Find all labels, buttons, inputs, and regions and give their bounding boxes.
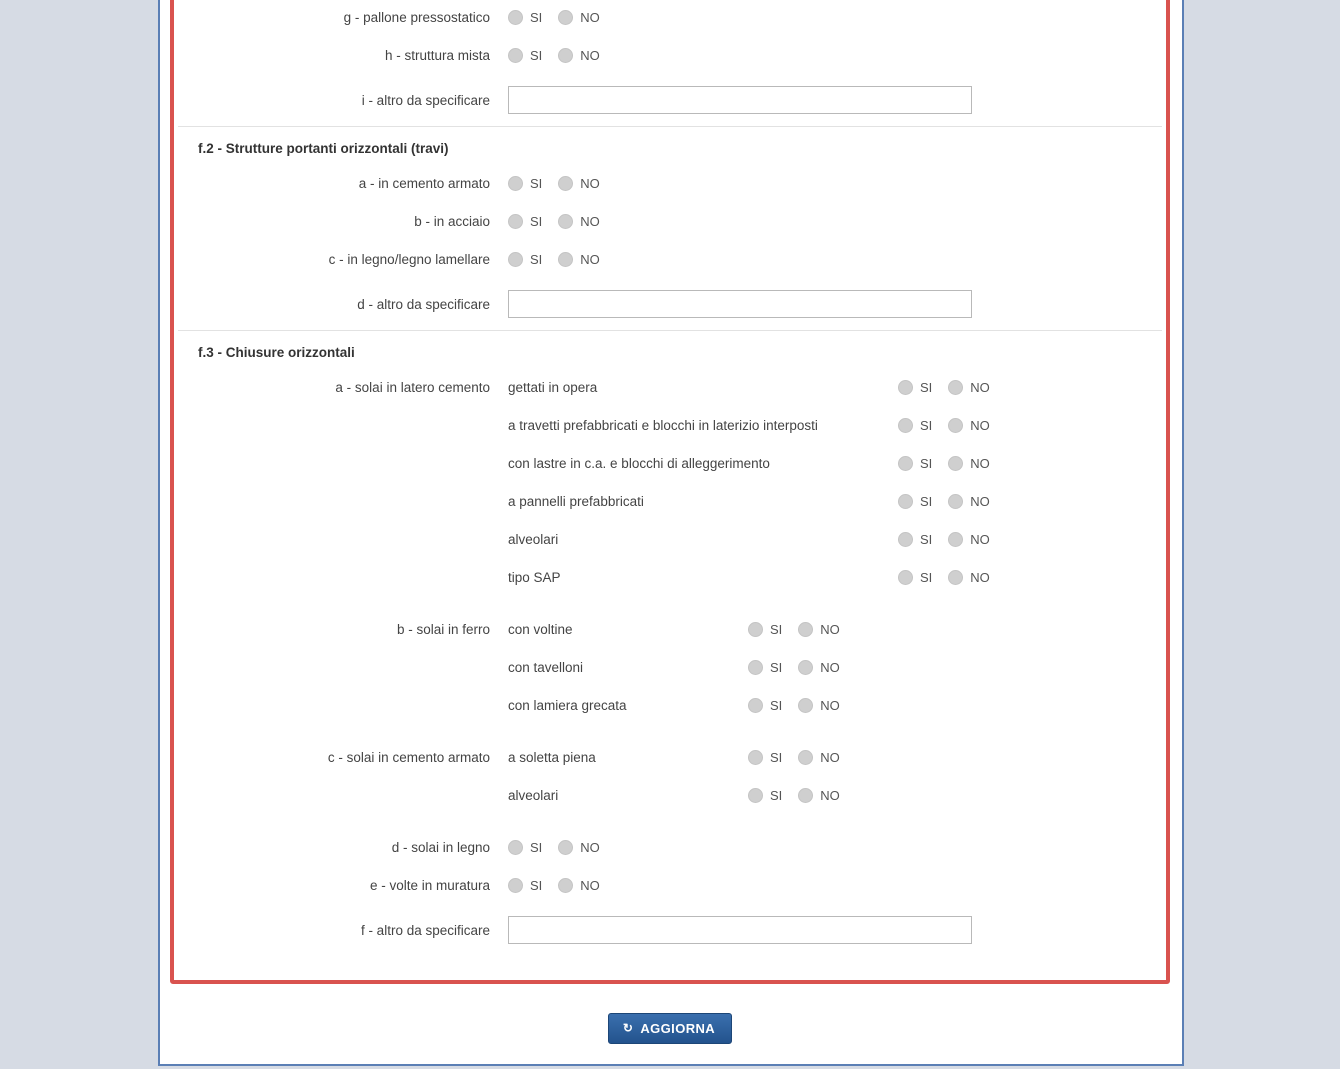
radio-si[interactable] [748, 750, 763, 765]
row-label: d - solai in legno [391, 839, 490, 855]
radio-no[interactable] [798, 660, 813, 675]
altro-da-specificare-input-f2[interactable] [508, 290, 972, 318]
radio-no[interactable] [558, 48, 573, 63]
radio-si-label: SI [920, 455, 933, 471]
radio-no[interactable] [948, 532, 963, 547]
altro-da-specificare-input-f3[interactable] [508, 916, 972, 944]
radio-no[interactable] [558, 10, 573, 25]
radio-si[interactable] [508, 878, 523, 893]
option-label: con voltine [508, 621, 573, 637]
form-row [178, 738, 1162, 776]
radio-si[interactable] [748, 622, 763, 637]
radio-si[interactable] [898, 494, 913, 509]
radio-no-label: NO [820, 621, 840, 637]
row-label: e - volte in muratura [369, 877, 490, 893]
section-title-f3: f.3 - Chiusure orizzontali [198, 345, 355, 360]
radio-no[interactable] [798, 698, 813, 713]
form-footer [170, 990, 1170, 1066]
radio-group-volte-in-muratura[interactable] [508, 878, 600, 893]
radio-no-label: NO [970, 417, 990, 433]
form-row [178, 482, 1162, 520]
radio-no-label: NO [580, 9, 600, 25]
radio-si-label: SI [530, 839, 543, 855]
radio-no[interactable] [948, 418, 963, 433]
radio-si[interactable] [508, 214, 523, 229]
radio-no[interactable] [558, 252, 573, 267]
radio-no[interactable] [948, 494, 963, 509]
form-row [178, 776, 1162, 814]
radio-si[interactable] [898, 456, 913, 471]
radio-si[interactable] [508, 48, 523, 63]
form-row [178, 74, 1162, 126]
spacer [178, 724, 1162, 738]
row-label: a - in cemento armato [358, 175, 490, 191]
radio-si-label: SI [530, 251, 543, 267]
radio-group-con-tavelloni[interactable] [748, 660, 840, 675]
radio-no-label: NO [820, 787, 840, 803]
radio-group-acciaio[interactable] [508, 214, 600, 229]
radio-group-alveolari-latero[interactable] [898, 532, 990, 547]
option-label: a soletta piena [508, 749, 596, 765]
radio-no-label: NO [580, 213, 600, 229]
radio-no[interactable] [558, 214, 573, 229]
radio-no-label: NO [970, 493, 990, 509]
radio-si[interactable] [508, 10, 523, 25]
radio-no-label: NO [580, 877, 600, 893]
section-f1-continued [178, 0, 1162, 127]
row-label: h - struttura mista [384, 47, 490, 63]
radio-group-tipo-sap[interactable] [898, 570, 990, 585]
radio-group-gettati-in-opera[interactable] [898, 380, 990, 395]
radio-si[interactable] [898, 380, 913, 395]
form-row [178, 904, 1162, 956]
form-row [178, 558, 1162, 596]
radio-si[interactable] [898, 570, 913, 585]
radio-no-label: NO [970, 455, 990, 471]
radio-no[interactable] [558, 176, 573, 191]
row-label: c - in legno/legno lamellare [328, 251, 490, 267]
radio-no-label: NO [580, 47, 600, 63]
structures-fieldset [170, 0, 1170, 984]
refresh-icon: ↻ [622, 1021, 634, 1035]
radio-si[interactable] [748, 788, 763, 803]
radio-no[interactable] [798, 750, 813, 765]
radio-si-label: SI [770, 659, 783, 675]
row-label: g - pallone pressostatico [343, 9, 490, 25]
row-label: i - altro da specificare [361, 92, 490, 108]
option-label: con lastre in c.a. e blocchi di alleggerimento [508, 455, 770, 471]
radio-no-label: NO [580, 839, 600, 855]
radio-group-travetti-prefabbricati[interactable] [898, 418, 990, 433]
radio-si-label: SI [770, 697, 783, 713]
update-button-label: AGGIORNA [640, 1020, 716, 1036]
radio-si-label: SI [770, 787, 783, 803]
form-row [178, 0, 1162, 36]
radio-si[interactable] [508, 840, 523, 855]
form-row [178, 648, 1162, 686]
radio-si-label: SI [530, 9, 543, 25]
radio-si-label: SI [920, 569, 933, 585]
form-row [178, 202, 1162, 240]
form-row [178, 278, 1162, 330]
radio-si-label: SI [920, 531, 933, 547]
row-label: a - solai in latero cemento [335, 379, 490, 395]
radio-si-label: SI [770, 749, 783, 765]
option-label: gettati in opera [508, 379, 598, 395]
radio-no[interactable] [558, 840, 573, 855]
radio-si-label: SI [530, 877, 543, 893]
option-label: tipo SAP [508, 569, 561, 585]
radio-group-soletta-piena[interactable] [748, 750, 840, 765]
radio-no-label: NO [970, 569, 990, 585]
radio-no[interactable] [558, 878, 573, 893]
form-row [178, 686, 1162, 724]
radio-group-pannelli-prefabbricati[interactable] [898, 494, 990, 509]
radio-si-label: SI [920, 493, 933, 509]
radio-group-con-voltine[interactable] [748, 622, 840, 637]
section-title-f2: f.2 - Strutture portanti orizzontali (travi) [198, 141, 449, 156]
option-label: con tavelloni [508, 659, 584, 675]
radio-group-con-lamiera-grecata[interactable] [748, 698, 840, 713]
radio-si-label: SI [530, 175, 543, 191]
form-row [178, 368, 1162, 406]
row-label: f - altro da specificare [360, 922, 490, 938]
radio-no-label: NO [820, 659, 840, 675]
radio-no-label: NO [580, 251, 600, 267]
radio-no[interactable] [798, 622, 813, 637]
radio-si-label: SI [770, 621, 783, 637]
row-label: b - solai in ferro [396, 621, 490, 637]
form-row [178, 444, 1162, 482]
option-label: con lamiera grecata [508, 697, 627, 713]
radio-group-solai-in-legno[interactable] [508, 840, 600, 855]
radio-no[interactable] [948, 570, 963, 585]
row-label: d - altro da specificare [357, 296, 490, 312]
form-row [178, 406, 1162, 444]
radio-group-lastre-ca-blocchi[interactable] [898, 456, 990, 471]
spacer [178, 814, 1162, 828]
fieldset-content [178, 0, 1162, 956]
form-row [178, 240, 1162, 278]
altro-da-specificare-input-f1[interactable] [508, 86, 972, 114]
radio-si-label: SI [920, 379, 933, 395]
radio-no-label: NO [970, 379, 990, 395]
radio-si[interactable] [748, 660, 763, 675]
radio-si[interactable] [898, 532, 913, 547]
row-label: b - in acciaio [414, 213, 490, 229]
radio-si[interactable] [508, 176, 523, 191]
radio-no[interactable] [798, 788, 813, 803]
section-f2 [178, 127, 1162, 331]
option-label: alveolari [508, 531, 559, 547]
radio-group-cemento-armato[interactable] [508, 176, 600, 191]
form-row [178, 610, 1162, 648]
row-label: c - solai in cemento armato [327, 749, 490, 765]
form-row [178, 164, 1162, 202]
form-row [178, 520, 1162, 558]
form-row [178, 866, 1162, 904]
radio-group-struttura-mista[interactable] [508, 48, 600, 63]
spacer [178, 596, 1162, 610]
form-row [178, 828, 1162, 866]
form-row [178, 36, 1162, 74]
radio-group-legno-lamellare[interactable] [508, 252, 600, 267]
radio-si[interactable] [748, 698, 763, 713]
radio-no-label: NO [820, 749, 840, 765]
radio-no-label: NO [580, 175, 600, 191]
option-label: alveolari [508, 787, 559, 803]
radio-si[interactable] [508, 252, 523, 267]
radio-no[interactable] [948, 380, 963, 395]
radio-si-label: SI [530, 213, 543, 229]
radio-group-alveolari-ca[interactable] [748, 788, 840, 803]
radio-si[interactable] [898, 418, 913, 433]
radio-si-label: SI [920, 417, 933, 433]
option-label: a pannelli prefabbricati [508, 493, 644, 509]
radio-no-label: NO [970, 531, 990, 547]
radio-no[interactable] [948, 456, 963, 471]
radio-si-label: SI [530, 47, 543, 63]
radio-no-label: NO [820, 697, 840, 713]
update-button[interactable] [608, 1013, 732, 1044]
radio-group-pallone-pressostatico[interactable] [508, 10, 600, 25]
section-f3 [178, 331, 1162, 956]
option-label: a travetti prefabbricati e blocchi in laterizio interposti [508, 417, 818, 433]
